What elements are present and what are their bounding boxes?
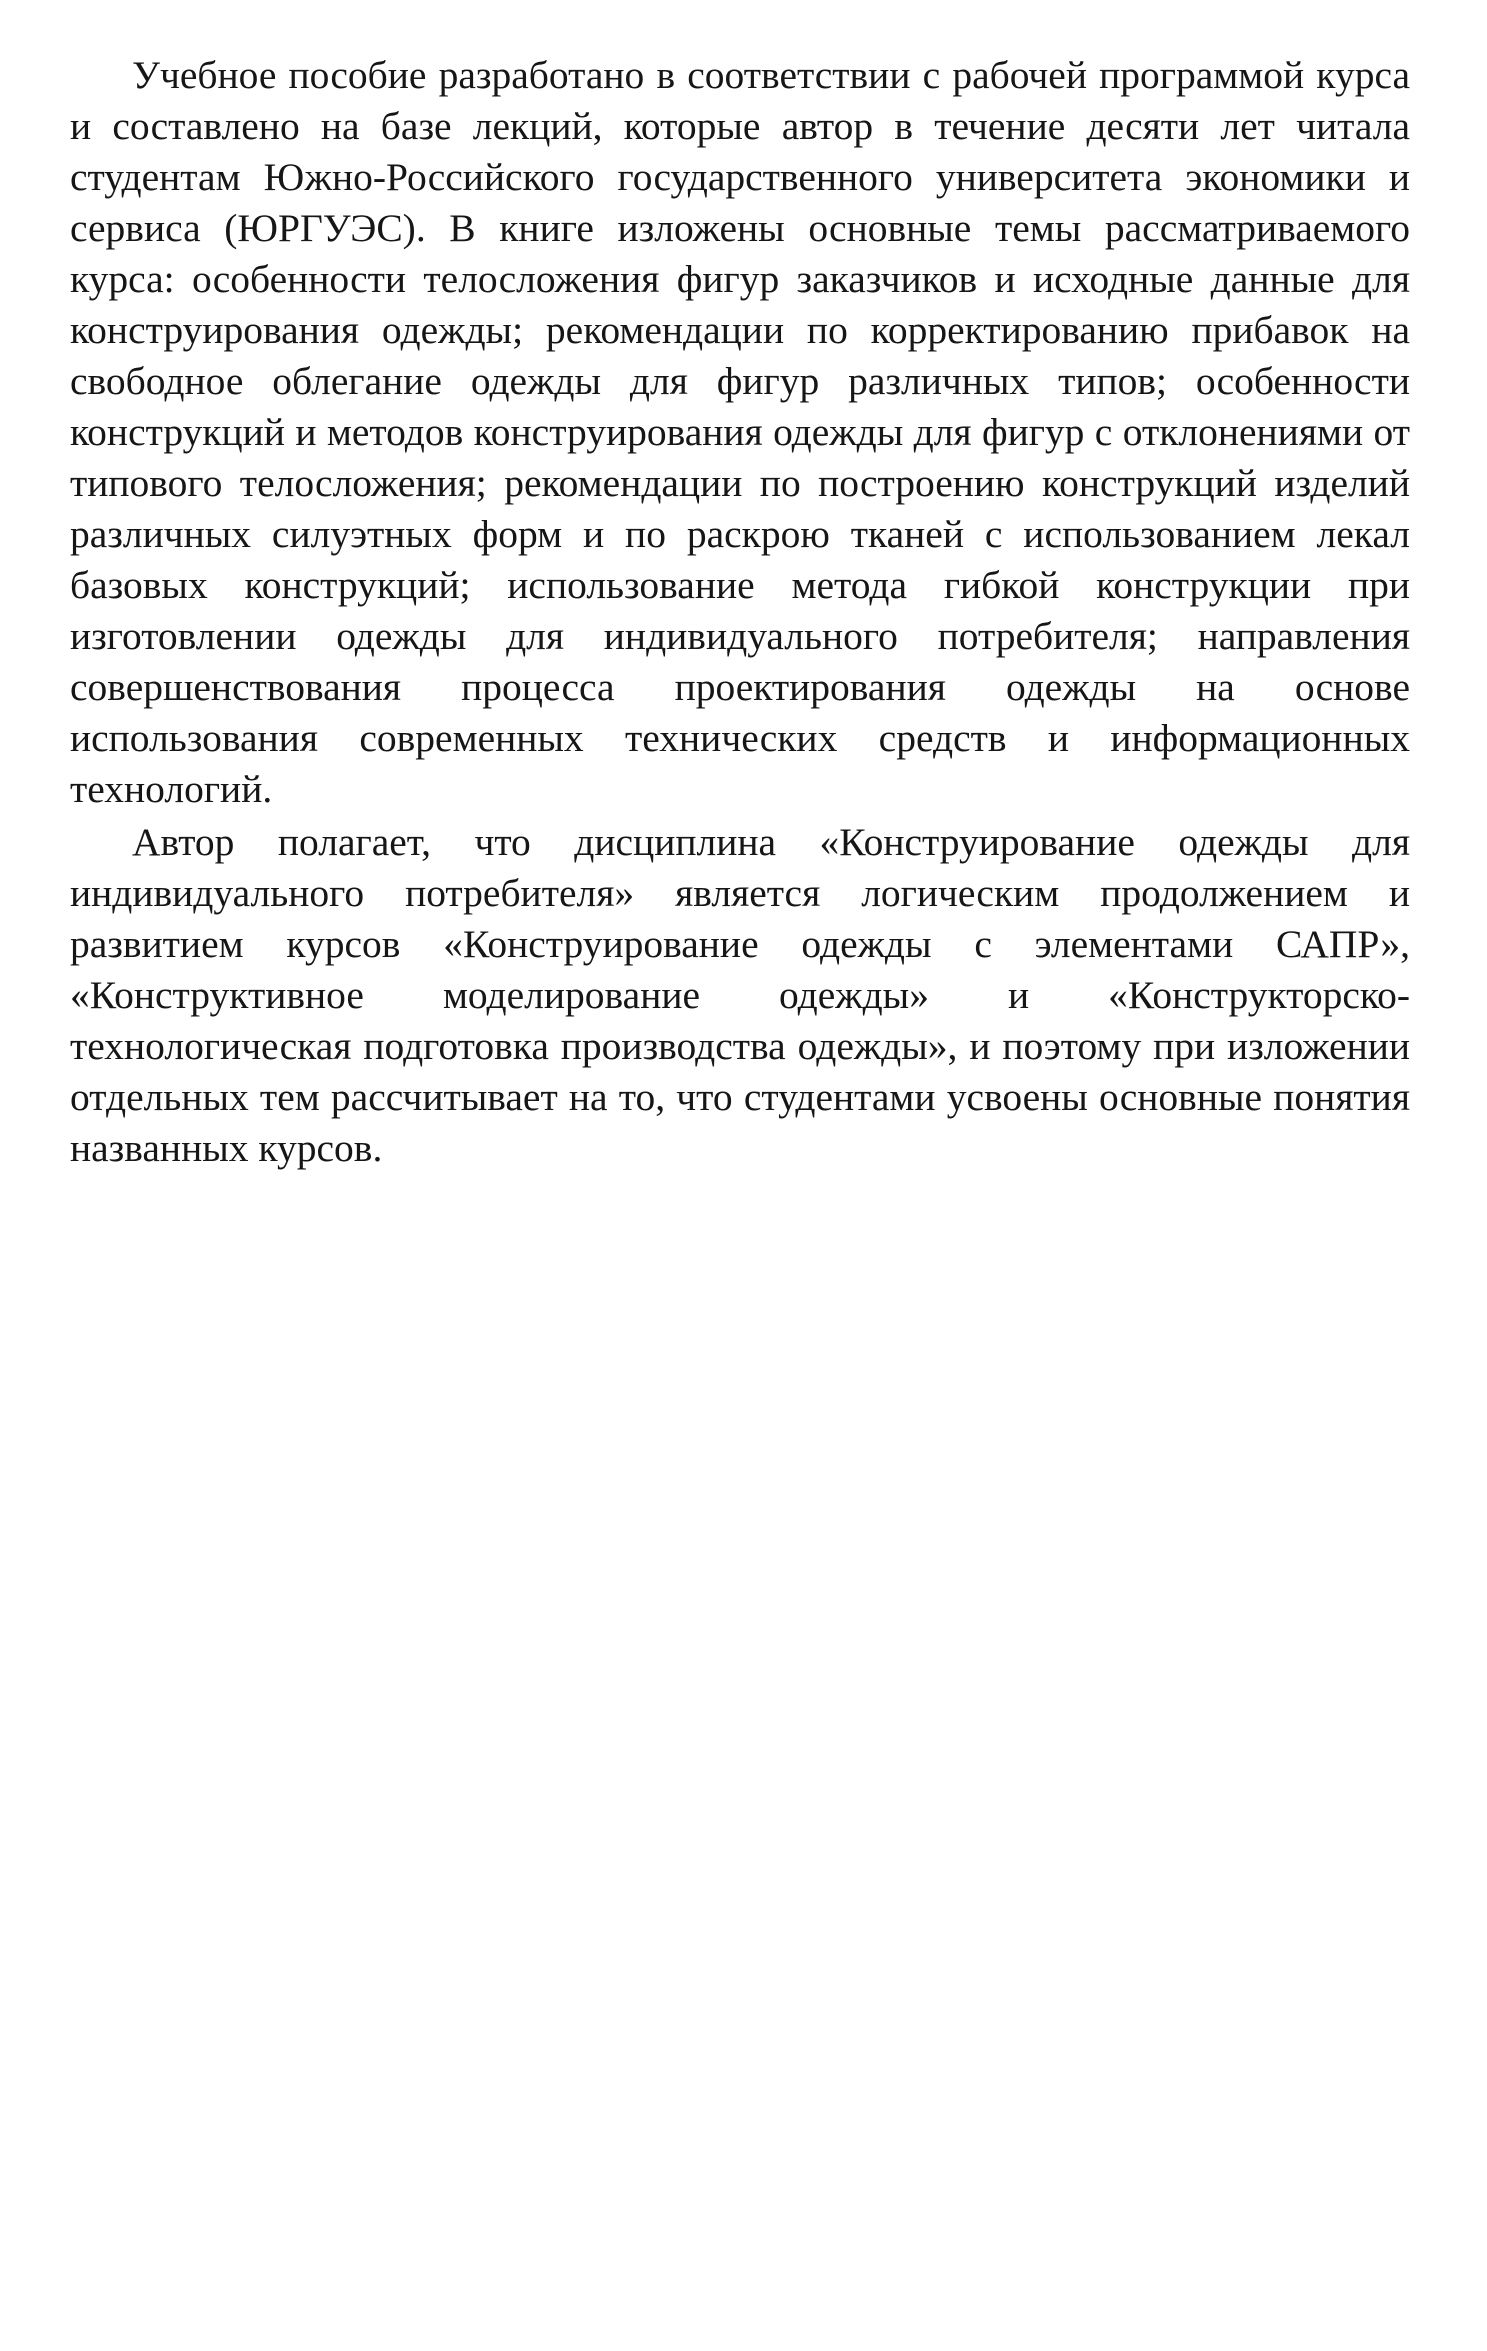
body-text — [70, 50, 1410, 1174]
paragraph-2: Автор полагает, что дисциплина «Конструирование одежды для индивидуального потребителя» является логическим продолжением и развитием курсов «Конструирование одежды с элементами САПР», «Конструктивное моделирование одежды» и «Конструкторско-технологическая подготовка производства одежды», и поэтому при изложении отдельных тем рассчитывает на то, что студентами усвоены основные понятия названных курсов. — [70, 820, 1410, 1170]
paragraph-1: Учебное пособие разработано в соответствии с рабочей программой курса и составлено на базе лекций, которые автор в течение десяти лет читала студентам Южно-Российского государственного университета экономики и сервиса (ЮРГУЭС). В книге изложены основные темы рассматриваемого курса: особенности телосложения фигур заказчиков и исходные данные для конструирования одежды; рекомендации по корректированию прибавок на свободное облегание одежды для фигур различных типов; особенности конструкций и методов конструирования одежды для фигур с отклонениями от типового телосложения; рекомендации по построению конструкций изделий различных силуэтных форм и по раскрою тканей с использованием лекал базовых конструкций; использование метода гибкой конструкции при изготовлении одежды для индивидуального потребителя; направления совершенствования процесса проектирования одежды на основе использования современных технических средств и информационных технологий. — [70, 53, 1410, 811]
